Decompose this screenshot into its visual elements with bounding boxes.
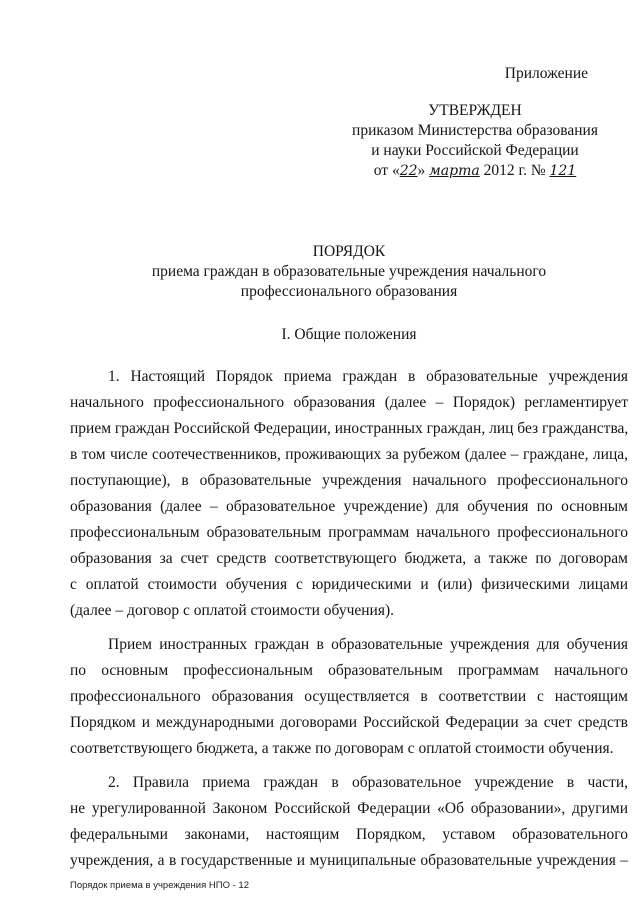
paragraph-3 — [70, 770, 628, 874]
document-body — [70, 364, 628, 874]
section-heading: I. Общие положения — [281, 326, 417, 343]
paragraph-line: соответствующего бюджета, а также по договорам с оплатой стоимости обучения. — [70, 740, 614, 757]
paragraph-line: с оплатой стоимости обучения с юридическими и (или) физическими лицами — [70, 576, 628, 593]
date-day-handwritten: 22 — [399, 163, 418, 179]
paragraph-line: 2. Правила приема граждан в образовательное учреждение в части, — [108, 774, 628, 791]
paragraph-line: образования (далее – образовательное учреждение) для обучения по основным — [70, 498, 628, 515]
appendix-label: Приложение — [504, 65, 588, 82]
order-line-1: приказом Министерства образования — [352, 122, 598, 139]
order-line-2: и науки Российской Федерации — [371, 142, 579, 159]
paragraph-line: в том числе соотечественников, проживающих за рубежом (далее – граждане, лица, — [70, 446, 628, 463]
order-number-handwritten: 121 — [549, 163, 577, 179]
paragraph-line: поступающие), в образовательные учреждения начального профессионального — [70, 472, 628, 489]
paragraph-line: образования за счет средств соответствующего бюджета, а также по договорам — [70, 550, 628, 567]
date-prefix: от « — [373, 162, 400, 179]
paragraph-line: федеральными законами, настоящим Порядком, уставом образовательного — [70, 826, 628, 843]
document-subtitle-line-1: приема граждан в образовательные учреждения начального — [151, 263, 547, 280]
order-date-line — [340, 161, 610, 181]
document-subtitle-line-2: профессионального образования — [240, 283, 458, 300]
page-footer: Порядок приема в учреждения НПО - 12 — [70, 880, 249, 891]
approval-block — [340, 64, 610, 181]
paragraph-2 — [70, 632, 628, 762]
paragraph-line: прием граждан Российской Федерации, иностранных граждан, лиц без гражданства, — [70, 420, 628, 437]
paragraph-line: 1. Настоящий Порядок приема граждан в образовательные учреждения — [108, 368, 628, 385]
paragraph-line: Прием иностранных граждан в образовательные учреждения для обучения — [108, 636, 628, 653]
paragraph-line: учреждения, а в государственные и муниципальные образовательные учреждения – — [70, 852, 628, 869]
document-heading: ПОРЯДОК — [312, 243, 386, 260]
date-year: 2012 г. № — [483, 162, 546, 179]
document-title-block — [60, 242, 638, 302]
date-mid: » — [417, 162, 426, 179]
paragraph-line: профессиональным образовательным программам начального профессионального — [70, 524, 628, 541]
paragraph-line: Порядком и международными договорами Российской Федерации за счет средств — [70, 714, 628, 731]
paragraph-line: по основным профессиональным образовательным программам начального — [70, 662, 628, 679]
paragraph-line: начального профессионального образования (далее – Порядок) регламентирует — [70, 394, 628, 411]
date-month-handwritten: марта — [429, 163, 480, 179]
paragraph-line: профессионального образования осуществляется в соответствии с настоящим — [70, 688, 628, 705]
paragraph-line: (далее – договор с оплатой стоимости обучения). — [70, 602, 394, 619]
paragraph-line: не урегулированной Законом Российской Федерации «Об образовании», другими — [70, 800, 628, 817]
approved-label: УТВЕРЖДЕН — [428, 102, 522, 119]
paragraph-1 — [70, 364, 628, 624]
